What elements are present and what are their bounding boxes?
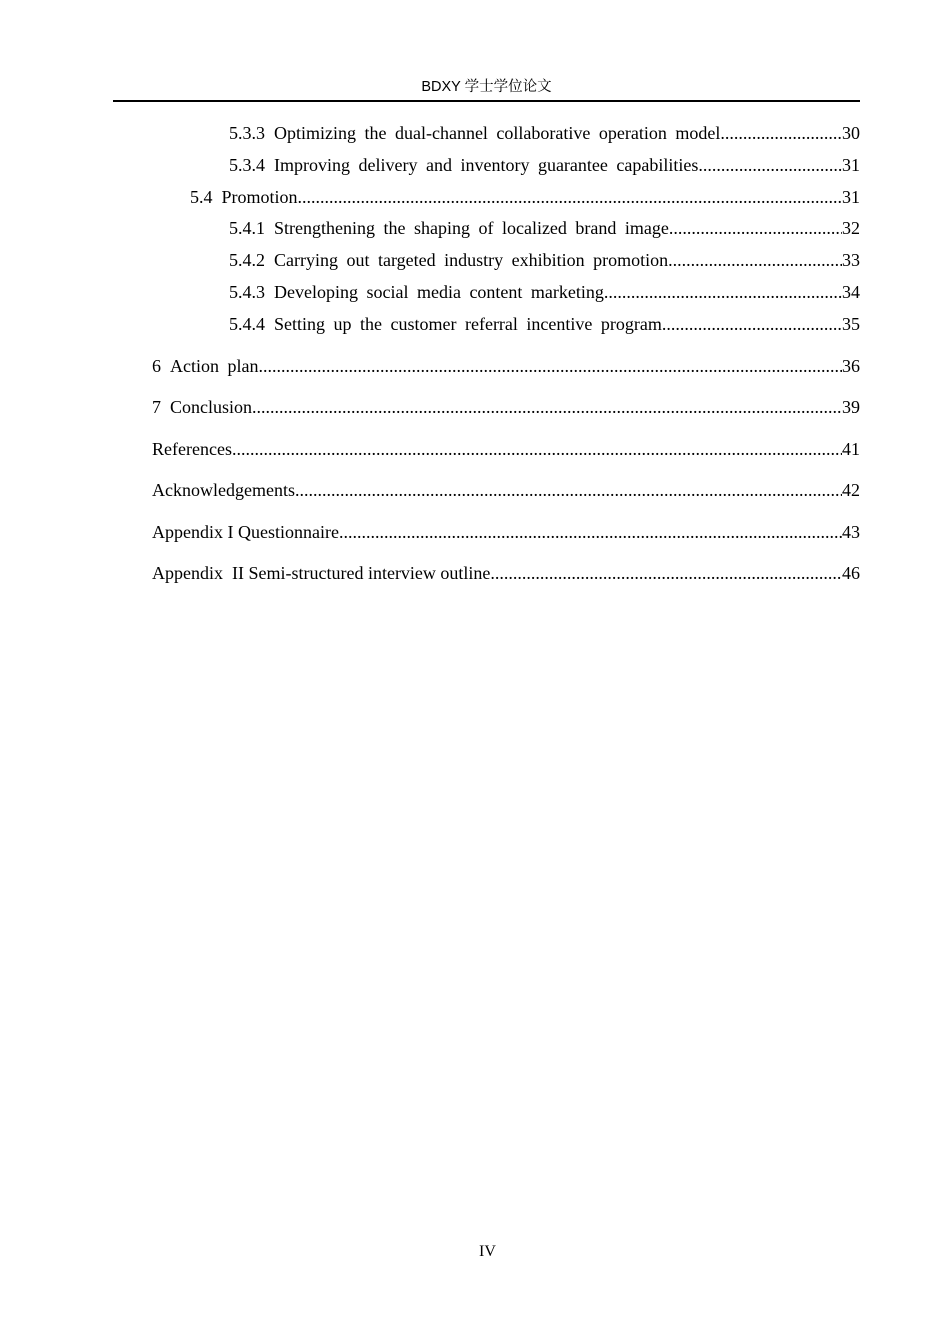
toc-entry-page: 42 <box>842 480 860 500</box>
toc-entry-title: Appendix II Semi-structured interview outline <box>152 563 491 583</box>
toc-entry-title: Acknowledgements <box>152 480 295 500</box>
toc-entry-page: 33 <box>842 250 860 270</box>
dot-leader <box>298 185 842 209</box>
toc-entry-number: 5.4.1 <box>229 218 265 238</box>
toc-entry-page: 41 <box>842 439 860 459</box>
toc-entry-page: 35 <box>842 314 860 334</box>
toc-entry-title: Setting up the customer referral incentive program <box>274 314 662 334</box>
toc-entry-title: Appendix I Questionnaire <box>152 522 339 542</box>
toc-entry-6[interactable] <box>152 354 860 378</box>
toc-entry-page: 43 <box>842 522 860 542</box>
toc-entry-5-4-3[interactable] <box>229 280 860 304</box>
toc-entry-page: 31 <box>842 187 860 207</box>
running-header: BDXY 学士学位论文 <box>421 79 552 95</box>
page-number: IV <box>479 1243 496 1260</box>
dot-leader <box>232 437 842 461</box>
toc-entry-5-4-4[interactable] <box>229 312 860 336</box>
dot-leader <box>490 561 842 585</box>
dot-leader <box>604 280 842 304</box>
toc-entry-5-4[interactable] <box>190 185 860 209</box>
toc-entry-number: 5.4.3 <box>229 282 265 302</box>
toc-entry-number: 5.4.4 <box>229 314 265 334</box>
toc-entry-appendix-2[interactable] <box>152 561 860 585</box>
toc-entry-page: 31 <box>842 155 860 175</box>
dot-leader <box>258 354 842 378</box>
toc-entry-title: Carrying out targeted industry exhibition promotion <box>274 250 669 270</box>
toc-entry-5-4-1[interactable] <box>229 216 860 240</box>
dot-leader <box>662 312 842 336</box>
toc-entry-page: 32 <box>842 218 860 238</box>
toc-entry-title: Improving delivery and inventory guarantee capabilities <box>274 155 699 175</box>
toc-entry-number: 7 <box>152 397 161 417</box>
toc-entry-5-3-3[interactable] <box>229 121 860 145</box>
toc-entry-references[interactable] <box>152 437 860 461</box>
toc-entry-title: Developing social media content marketing <box>274 282 604 302</box>
toc-entry-number: 5.3.3 <box>229 123 265 143</box>
toc-entry-title: Conclusion <box>170 397 253 417</box>
dot-leader <box>668 248 842 272</box>
toc-entry-5-4-2[interactable] <box>229 248 860 272</box>
toc-entry-appendix-1[interactable] <box>152 520 860 544</box>
toc-entry-page: 46 <box>842 563 860 583</box>
toc-entry-number: 6 <box>152 356 161 376</box>
dot-leader <box>669 216 842 240</box>
toc-entry-number: 5.3.4 <box>229 155 265 175</box>
toc-entry-acknowledgements[interactable] <box>152 478 860 502</box>
dot-leader <box>339 520 842 544</box>
toc-entry-title: Promotion <box>221 187 298 207</box>
dot-leader <box>295 478 842 502</box>
toc-entry-7[interactable] <box>152 395 860 419</box>
toc-entry-page: 34 <box>842 282 860 302</box>
toc-entry-5-3-4[interactable] <box>229 153 860 177</box>
toc-entry-number: 5.4 <box>190 187 213 207</box>
toc-entry-title: Optimizing the dual-channel collaborative operation model <box>274 123 721 143</box>
toc-entry-title: Action plan <box>170 356 259 376</box>
dot-leader <box>720 121 842 145</box>
toc-entry-number: 5.4.2 <box>229 250 265 270</box>
dot-leader <box>252 395 842 419</box>
toc-entry-title: References <box>152 439 232 459</box>
dot-leader <box>698 153 842 177</box>
toc-entry-page: 39 <box>842 397 860 417</box>
toc-entry-page: 30 <box>842 123 860 143</box>
toc-entry-page: 36 <box>842 356 860 376</box>
toc-entry-title: Strengthening the shaping of localized brand image <box>274 218 669 238</box>
